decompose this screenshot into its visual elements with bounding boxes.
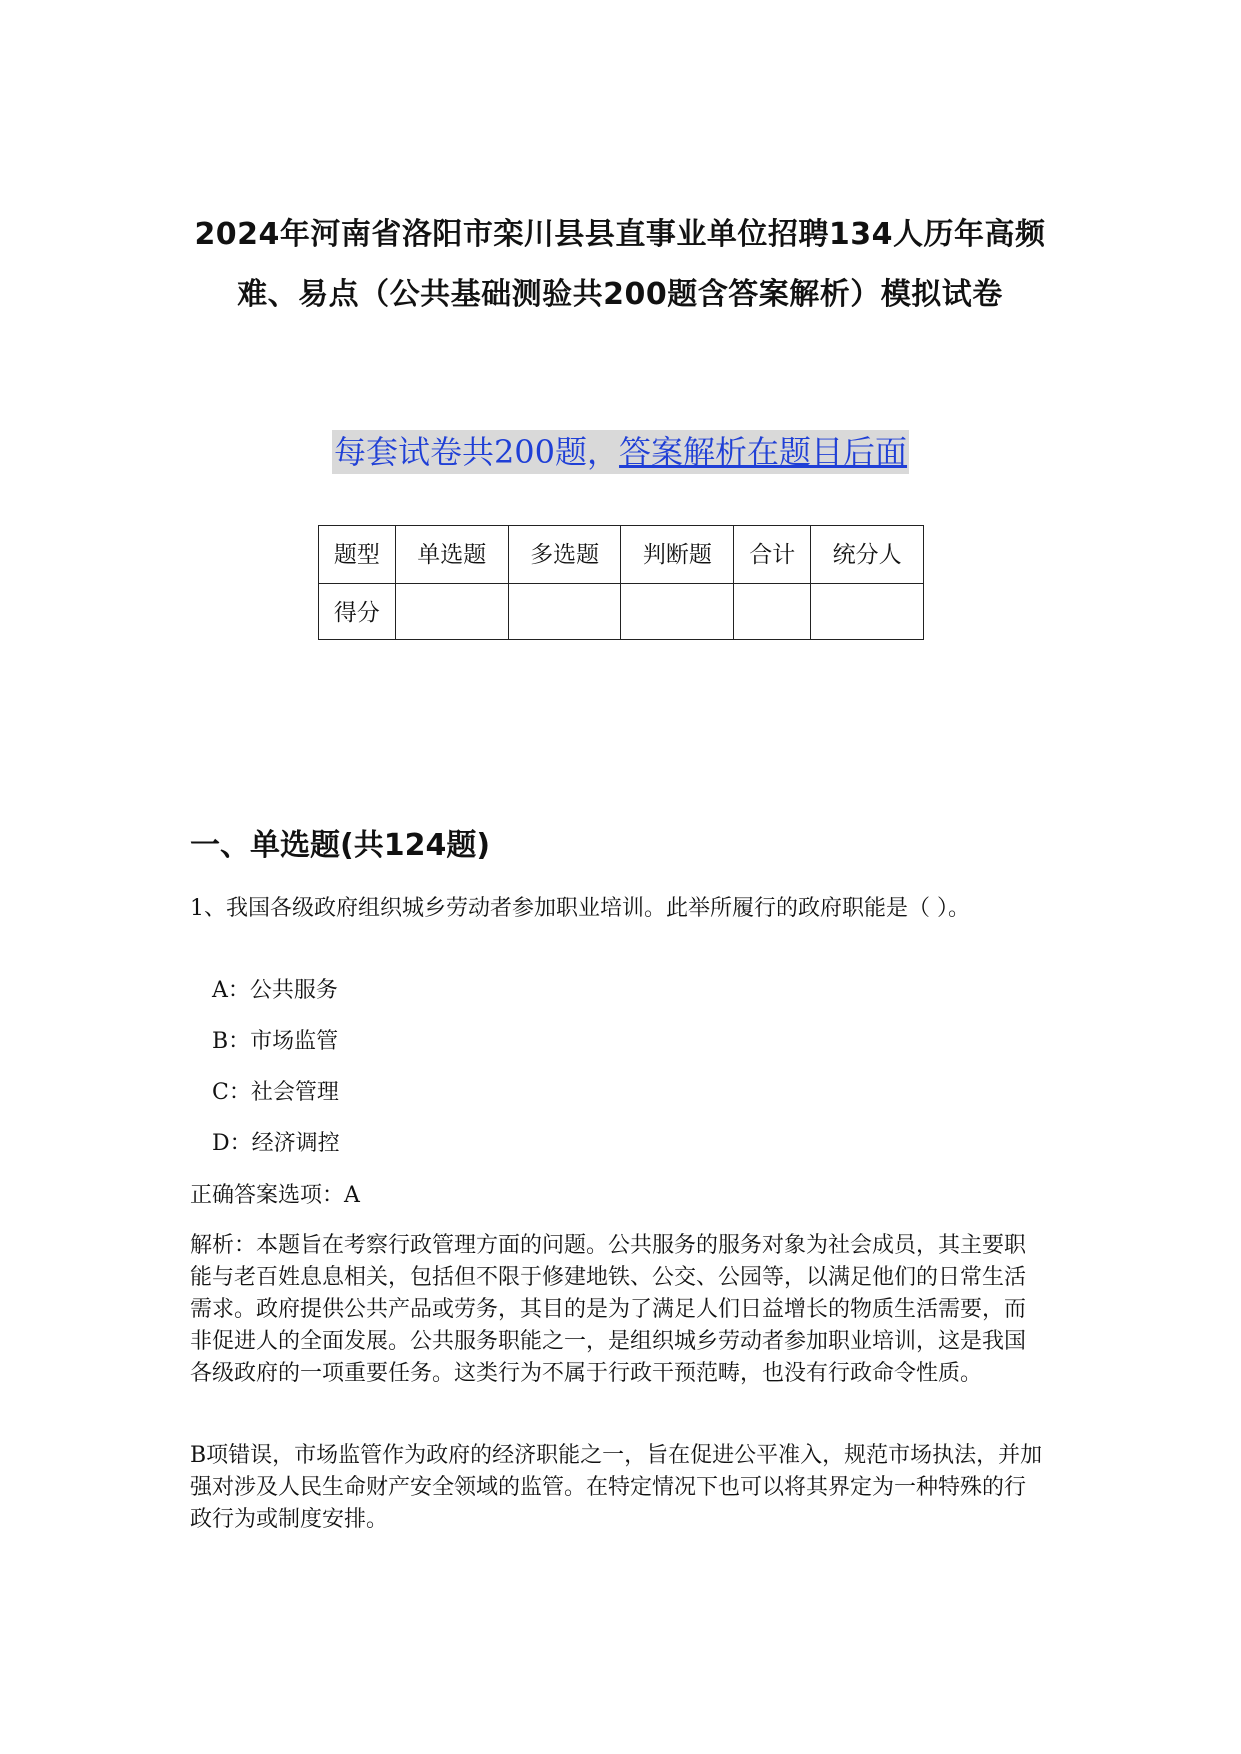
header-cell-single: 单选题 (395, 526, 508, 584)
document-title: 2024年河南省洛阳市栾川县县直事业单位招聘134人历年高频难、易点（公共基础测验共200题含答案解析）模拟试卷 (194, 217, 1046, 312)
option-c: C：社会管理 (212, 1080, 339, 1105)
correct-answer: 正确答案选项：A (190, 1183, 360, 1208)
score-table (318, 525, 924, 640)
score-cell-scorer (811, 584, 924, 640)
header-cell-type: 题型 (319, 526, 396, 584)
score-cell-single (395, 584, 508, 640)
option-b: B：市场监管 (212, 1029, 339, 1054)
row-label-score: 得分 (319, 584, 396, 640)
score-cell-total (734, 584, 811, 640)
header-cell-judgment: 判断题 (621, 526, 734, 584)
answer-location-link[interactable]: 答案解析在题目后面 (619, 433, 908, 471)
option-a: A：公共服务 (212, 978, 338, 1003)
notice-highlight (332, 430, 909, 474)
analysis-paragraph: 解析：本题旨在考察行政管理方面的问题。公共服务的服务对象为社会成员，其主要职能与老百姓息息相关，包括但不限于修建地铁、公交、公园等，以满足他们的日常生活需求。政府提供公共产品或劳务，其目的是为了满足人们日益增长的物质生活需要，而非促进人的全面发展。公共服务职能之一，是组织城乡劳动者参加职业培训，这是我国各级政府的一项重要任务。这类行为不属于行政干预范畴，也没有行政命令性质。 (190, 1233, 1027, 1386)
score-table-score-row (319, 584, 924, 640)
notice-text: 每套试卷共200题， (333, 433, 620, 471)
notice-banner (0, 430, 1241, 474)
section-title: 一、单选题(共124题) (190, 828, 491, 863)
header-cell-scorer: 统分人 (811, 526, 924, 584)
header-cell-total: 合计 (734, 526, 811, 584)
question-stem: 1、我国各级政府组织城乡劳动者参加职业培训。此举所履行的政府职能是（ ）。 (190, 896, 970, 921)
header-cell-multiple: 多选题 (508, 526, 621, 584)
option-d: D：经济调控 (212, 1131, 340, 1156)
score-cell-multiple (508, 584, 621, 640)
score-table-header-row (319, 526, 924, 584)
score-cell-judgment (621, 584, 734, 640)
analysis-option-b: B项错误，市场监管作为政府的经济职能之一，旨在促进公平准入，规范市场执法，并加强对涉及人民生命财产安全领域的监管。在特定情况下也可以将其界定为一种特殊的行政行为或制度安排。 (190, 1443, 1043, 1532)
